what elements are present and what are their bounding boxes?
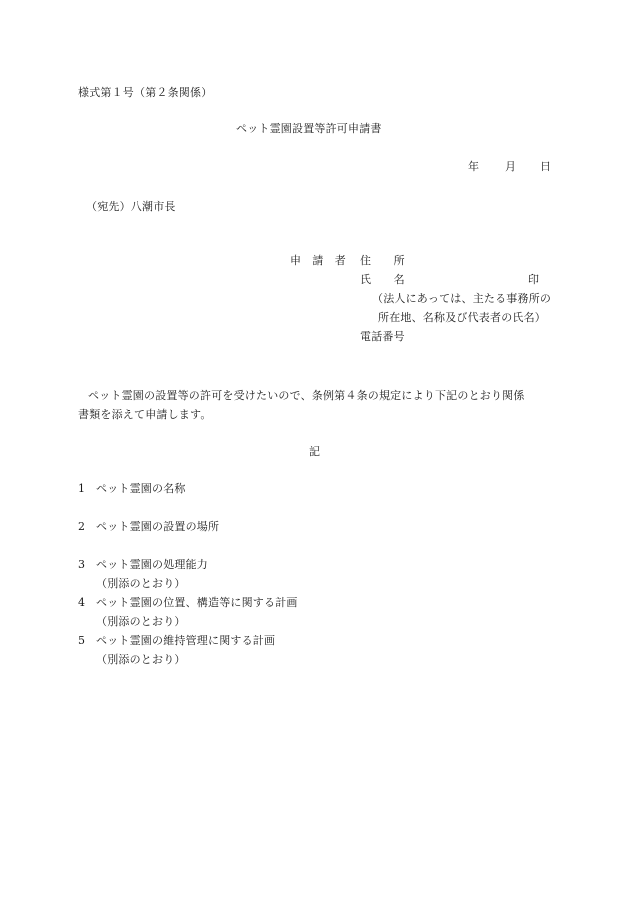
corporation-note-line2: 所在地、名称及び代表者の氏名）: [378, 311, 546, 324]
item-note: （別添のとおり）: [96, 615, 186, 628]
item-number: 2: [78, 520, 86, 533]
item-number: 3: [78, 558, 86, 571]
item-number: 4: [78, 596, 86, 609]
item-text: ペット霊園の名称: [96, 482, 186, 495]
item-number: 5: [78, 634, 86, 647]
item-text: ペット霊園の維持管理に関する計画: [96, 634, 276, 647]
item-note: （別添のとおり）: [96, 653, 186, 666]
body-text-line1: ペット霊園の設置等の許可を受けたいので、条例第４条の規定により下記のとおり関係: [88, 389, 525, 402]
item-number: 1: [78, 482, 86, 495]
item-text: ペット霊園の設置の場所: [96, 520, 220, 533]
address-label: 住 所: [360, 254, 405, 267]
phone-label: 電話番号: [360, 330, 405, 343]
document-title: ペット霊園設置等許可申請書: [236, 122, 382, 135]
addressee: （宛先）八潮市長: [86, 200, 176, 213]
applicant-label: 申 請 者: [290, 254, 346, 267]
form-number: 様式第１号（第２条関係）: [78, 86, 213, 99]
item-text: ペット霊園の位置、構造等に関する計画: [96, 596, 298, 609]
ki-heading: 記: [309, 445, 321, 458]
name-label: 氏 名: [360, 273, 405, 286]
body-text-line2: 書類を添えて申請します。: [78, 408, 212, 421]
date-day-label: 日: [540, 160, 552, 173]
seal-label: 印: [528, 273, 540, 286]
item-text: ペット霊園の処理能力: [96, 558, 208, 571]
date-year-label: 年: [468, 160, 480, 173]
item-note: （別添のとおり）: [96, 577, 186, 590]
date-month-label: 月: [505, 160, 517, 173]
corporation-note-line1: （法人にあっては、主たる事務所の: [372, 292, 552, 305]
